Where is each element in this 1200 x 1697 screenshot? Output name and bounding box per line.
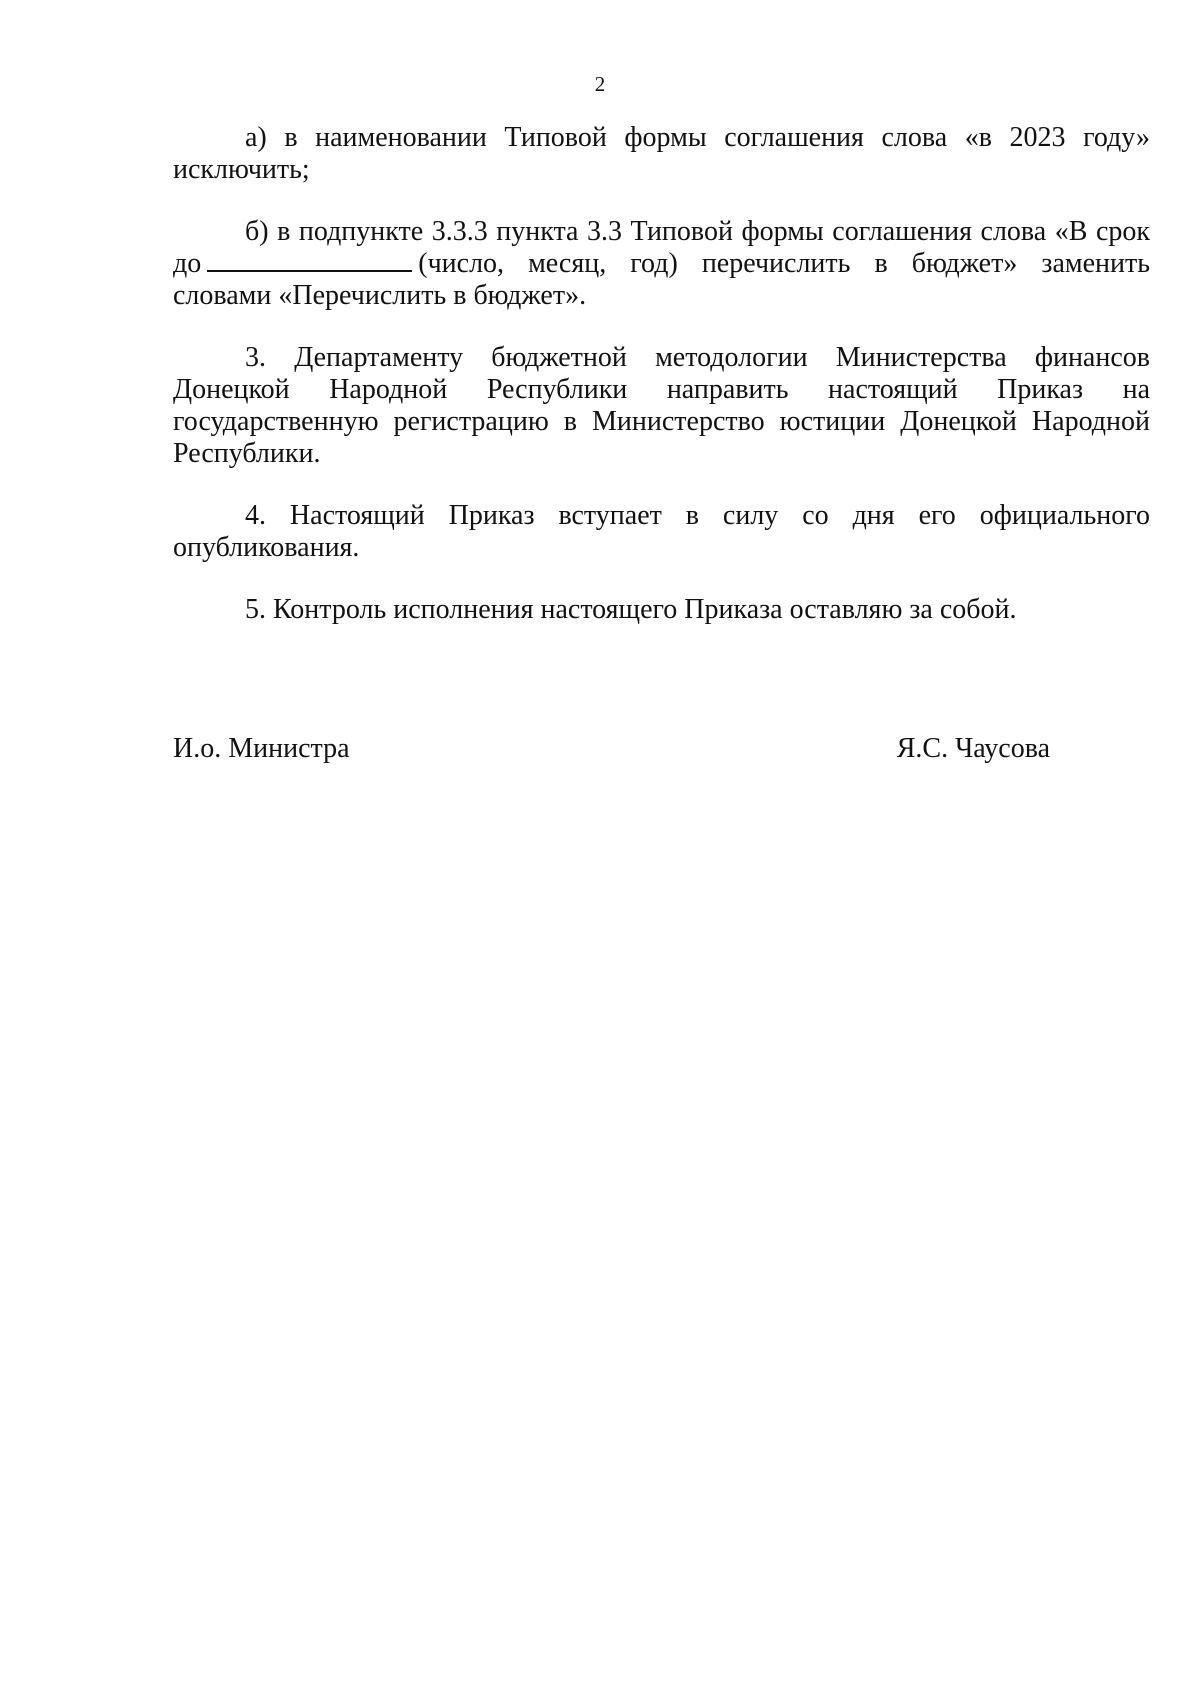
paragraph-text: в наименовании Типовой формы соглашения слова «в 2023 году» исключить; [173,122,1150,185]
paragraph-4 [173,500,1150,564]
paragraph-number: 4. [245,500,266,531]
paragraph-text: в подпункте 3.3.3 пункта 3.3 Типовой формы соглашения слова «В срок до [173,216,1150,279]
fill-in-blank-line [207,248,412,272]
paragraph-a [173,122,1150,186]
signatory-name: Я.С. Чаусова [896,733,1050,764]
paragraph-number: 3. [245,342,266,373]
paragraph-text: Настоящий Приказ вступает в силу со дня его официального опубликования. [173,500,1151,563]
paragraph-number: 5. [245,594,266,625]
page-number: 2 [594,72,606,96]
paragraph-text: Департаменту бюджетной методологии Министерства финансов Донецкой Народной Республики направить настоящий Приказ на государственную регистрацию в Министерство юстиции Донецкой Народной Республики. [173,342,1150,469]
document-body [173,122,1150,656]
paragraph-text-continued: (число, месяц, год) перечислить в бюджет» заменить словами «Перечислить в бюджет». [173,248,1150,311]
paragraph-number: а) [245,122,267,153]
paragraph-b [173,216,1150,312]
paragraph-3 [173,342,1150,470]
paragraph-5 [173,594,1150,626]
paragraph-text: Контроль исполнения настоящего Приказа оставляю за собой. [273,594,1017,625]
paragraph-number: б) [245,216,269,247]
signatory-position: И.о. Министра [173,733,350,764]
